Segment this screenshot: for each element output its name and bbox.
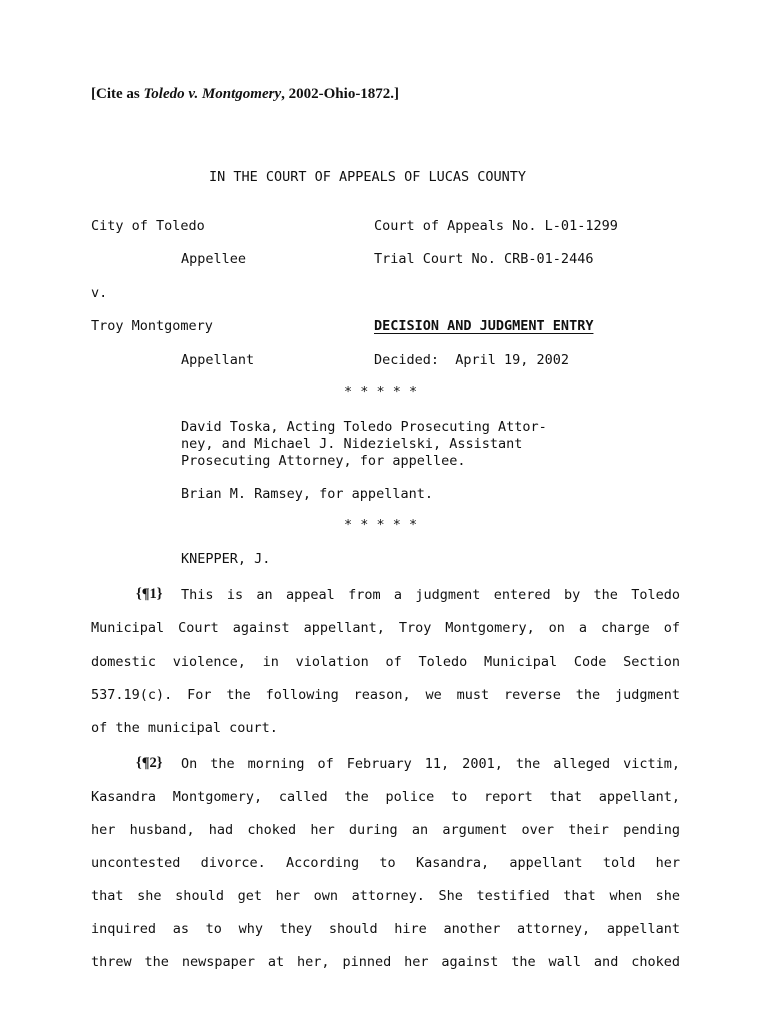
judge-name: KNEPPER, J. [181, 551, 271, 567]
appellee-name: City of Toledo [91, 218, 205, 234]
paragraph-mark: {¶1} [136, 586, 163, 602]
appellee-role: Appellee [181, 251, 247, 267]
trial-case-number: Trial Court No. CRB-01-2446 [374, 251, 594, 267]
paragraph-line: This is an appeal from a judgment entered by the Toledo [181, 587, 680, 603]
appeals-case-number: Court of Appeals No. L-01-1299 [374, 218, 618, 234]
decided-date: Decided: April 19, 2002 [374, 352, 570, 368]
paragraph-line: 537.19(c). For the following reason, we must reverse the judgment [91, 687, 680, 703]
paragraph-line: her husband, had choked her during an argument over their pending [91, 822, 680, 838]
citation-case-name: Toledo v. Montgomery [143, 86, 282, 102]
paragraph-line: inquired as to why they should hire another attorney, appellant [91, 921, 680, 937]
appellant-counsel: Brian M. Ramsey, for appellant. [181, 486, 433, 502]
paragraph-line: On the morning of February 11, 2001, the alleged victim, [181, 756, 680, 772]
citation [91, 87, 399, 102]
appellant-role: Appellant [181, 352, 255, 368]
versus: v. [91, 285, 108, 301]
citation-suffix: , 2002-Ohio-1872.] [281, 86, 400, 102]
court-heading: IN THE COURT OF APPEALS OF LUCAS COUNTY [209, 169, 526, 185]
appellee-counsel: David Toska, Acting Toledo Prosecuting Attor- ney, and Michael J. Nidezielski, Assistant Prosecuting Attorney, for appellee. [181, 419, 547, 469]
paragraph-line: Kasandra Montgomery, called the police to report that appellant, [91, 789, 680, 805]
citation-prefix: [Cite as [91, 86, 144, 102]
separator-top: * * * * * [344, 384, 418, 400]
separator-bottom: * * * * * [344, 517, 418, 533]
paragraph-line: domestic violence, in violation of Toledo Municipal Code Section [91, 654, 680, 670]
paragraph-line: Municipal Court against appellant, Troy Montgomery, on a charge of [91, 620, 680, 636]
paragraph-line: threw the newspaper at her, pinned her against the wall and choked [91, 954, 680, 970]
paragraph-line: of the municipal court. [91, 720, 278, 736]
paragraph-line: that she should get her own attorney. She testified that when she [91, 888, 680, 904]
entry-title: DECISION AND JUDGMENT ENTRY [374, 318, 594, 334]
paragraph-line: uncontested divorce. According to Kasandra, appellant told her [91, 855, 680, 871]
appellant-name: Troy Montgomery [91, 318, 213, 334]
paragraph-mark: {¶2} [136, 755, 163, 771]
